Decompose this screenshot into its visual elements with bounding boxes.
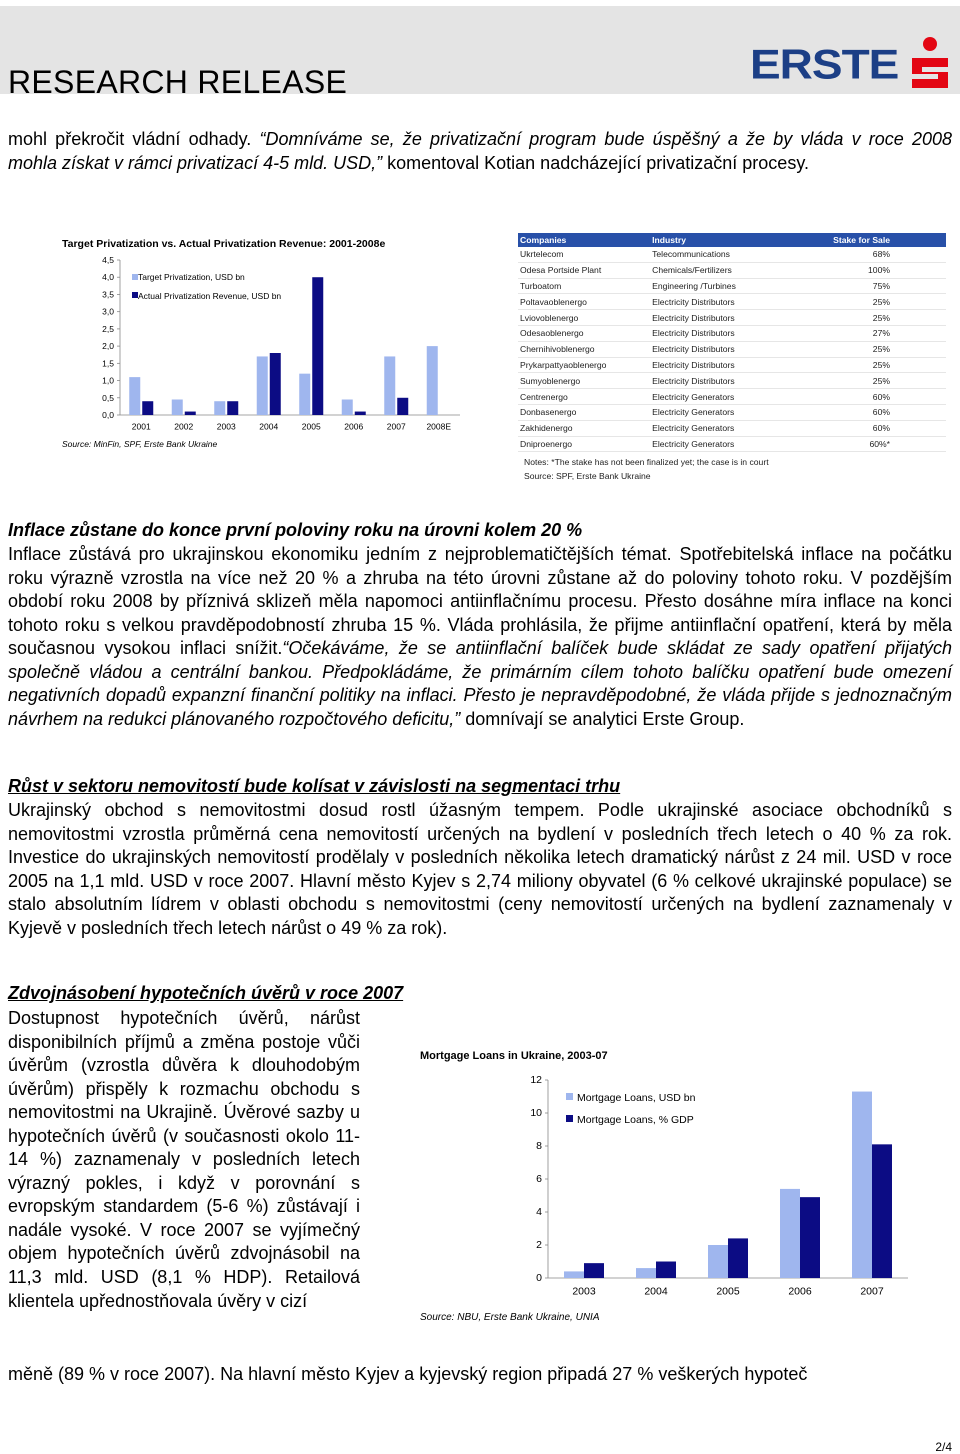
table-row [518, 310, 946, 326]
company-cell: Poltavaoblenergo [518, 294, 650, 310]
x-tick-label: 2002 [174, 421, 194, 432]
y-tick-label: 0,5 [102, 392, 114, 403]
erste-s-logo-icon [908, 36, 952, 90]
y-tick-label: 12 [530, 1074, 542, 1086]
bar-series1-2004 [636, 1268, 656, 1278]
section-heading-inflation: Inflace zůstane do konce první poloviny roku na úrovni kolem 20 % [8, 520, 583, 540]
table-row [518, 420, 946, 436]
x-tick-label: 2006 [788, 1285, 812, 1298]
company-cell: Odesaoblenergo [518, 325, 650, 341]
stake-cell: 60% [778, 404, 946, 420]
table-row [518, 341, 946, 357]
y-tick-label: 4,0 [102, 272, 114, 283]
privatization-table [518, 233, 946, 483]
company-cell: Turboatom [518, 278, 650, 294]
col-stake: Stake for Sale [778, 233, 946, 247]
legend-gdp: Mortgage Loans, % GDP [577, 1114, 694, 1126]
table-row [518, 325, 946, 341]
industry-cell: Electricity Distributors [650, 373, 778, 389]
company-cell: Odesa Portside Plant [518, 262, 650, 278]
mortgage-chart [416, 1042, 916, 1328]
stake-cell: 68% [778, 247, 946, 262]
col-companies: Companies [518, 233, 650, 247]
inflation-paragraph [8, 543, 952, 731]
header-bar [0, 6, 960, 100]
logo-text: ERSTE [750, 40, 899, 88]
section-heading-mortgage: Zdvojnásobení hypotečních úvěrů v roce 2007 [8, 983, 404, 1003]
y-tick-label: 6 [536, 1173, 542, 1185]
table-header-row [518, 233, 946, 247]
bar-series1-2003 [214, 401, 225, 415]
table-row [518, 436, 946, 452]
legend-swatch-usd [566, 1093, 573, 1100]
page-number: 2/4 [935, 1440, 952, 1454]
bar-series1-2002 [172, 400, 183, 416]
bar-series1-2007 [384, 356, 395, 415]
y-tick-label: 3,5 [102, 289, 114, 300]
industry-cell: Electricity Generators [650, 436, 778, 452]
company-cell: Sumyoblenergo [518, 373, 650, 389]
page-title: RESEARCH RELEASE [8, 64, 348, 100]
y-tick-label: 3,0 [102, 306, 114, 317]
intro-paragraph [8, 128, 952, 175]
industry-cell: Electricity Generators [650, 420, 778, 436]
table-row [518, 294, 946, 310]
stake-cell: 75% [778, 278, 946, 294]
company-cell: Chernihivoblenergo [518, 341, 650, 357]
bar-series2-2006 [355, 412, 366, 415]
industry-cell: Electricity Distributors [650, 325, 778, 341]
y-tick-label: 2 [536, 1239, 542, 1251]
bar-series1-2001 [129, 377, 140, 415]
y-tick-label: 0 [536, 1272, 542, 1284]
legend-usd: Mortgage Loans, USD bn [577, 1092, 696, 1104]
bar-series2-2003 [227, 401, 238, 415]
stake-cell: 27% [778, 325, 946, 341]
privatization-chart [58, 233, 468, 463]
industry-cell: Telecommunications [650, 247, 778, 262]
legend-target: Target Privatization, USD bn [138, 272, 245, 282]
table-row [518, 357, 946, 373]
industry-cell: Electricity Distributors [650, 294, 778, 310]
inflation-quote: “Očekáváme, že se antiinflační balíček bude skládat ze sady opatření přijatých společně vládou a centrální bankou. Předpokládáme, že primárním cílem tohoto balíčku opatření bude omezení negativních dopadů expanzní finanční politiky na inflaci. Přesto je nepravděpodobné, že vláda přijde s jednoznačným návrhem na redukci plánovaného rozpočtového deficitu,” [8, 638, 952, 729]
legend-actual: Actual Privatization Revenue, USD bn [138, 291, 282, 301]
x-tick-label: 2007 [386, 421, 406, 432]
industry-cell: Electricity Generators [650, 389, 778, 405]
stake-cell: 25% [778, 357, 946, 373]
mortgage-paragraph: Dostupnost hypotečních úvěrů, nárůst disponibilních příjmů a změna postoje vůči úvěrům (vzrostla důvěra k dlouhodobým úvěrům) přispěly k rozmachu obchodu s nemovitostmi na Ukrajině. Úvěrové sazby u hypotečních úvěrů (v současnosti okolo 11-14 %) zaznamenaly v posledních letech výrazný pokles, i když v porovnání s evropským standardem (5-6 %) zůstávají i nadále vysoké. V roce 2007 se vyjímečný objem hypotečních úvěrů zdvojnásobil na 11,3 mld. USD (8,1 % HDP). Retailová klientela upřednostňovala úvěry v cizí [8, 1008, 360, 1311]
industry-cell: Electricity Distributors [650, 357, 778, 373]
stake-cell: 25% [778, 341, 946, 357]
bar-series1-2008E [427, 346, 438, 415]
legend-swatch-gdp [566, 1115, 573, 1122]
bar-series2-2003 [584, 1263, 604, 1278]
stake-cell: 60% [778, 389, 946, 405]
bar-series1-2006 [342, 400, 353, 416]
table-row [518, 247, 946, 262]
bar-series2-2002 [185, 412, 196, 415]
x-tick-label: 2004 [644, 1285, 668, 1298]
company-cell: Lviovoblenergo [518, 310, 650, 326]
industry-cell: Electricity Generators [650, 404, 778, 420]
bar-series1-2004 [257, 356, 268, 415]
y-tick-label: 2,0 [102, 341, 114, 352]
y-tick-label: 4,5 [102, 255, 114, 265]
x-tick-label: 2008E [426, 421, 452, 432]
x-tick-label: 2005 [301, 421, 321, 432]
bar-series1-2005 [708, 1245, 728, 1278]
company-cell: Centrenergo [518, 389, 650, 405]
bar-series1-2006 [780, 1189, 800, 1278]
company-cell: Prykarpattyaoblenergo [518, 357, 650, 373]
table-note: Notes: *The stake has not been finalized yet; the case is in court [524, 457, 769, 468]
intro-text: mohl překročit vládní odhady. [8, 129, 260, 149]
intro-quote: “Domníváme se, že privatizační program bude úspěšný a že by vláda v roce 2008 mohla získat v rámci privatizací 4-5 mld. USD,” [8, 129, 952, 173]
y-tick-label: 10 [530, 1107, 542, 1119]
table-row [518, 404, 946, 420]
stake-cell: 25% [778, 373, 946, 389]
chart2-title: Mortgage Loans in Ukraine, 2003-07 [420, 1050, 608, 1062]
bar-series2-2005 [728, 1238, 748, 1278]
x-tick-label: 2006 [344, 421, 364, 432]
stake-cell: 60%* [778, 436, 946, 452]
industry-cell: Electricity Distributors [650, 310, 778, 326]
stake-cell: 25% [778, 310, 946, 326]
table-source: Source: SPF, Erste Bank Ukraine [524, 471, 651, 482]
y-tick-label: 8 [536, 1140, 542, 1152]
company-cell: Dniproenergo [518, 436, 650, 452]
company-cell: Ukrtelecom [518, 247, 650, 262]
col-industry: Industry [650, 233, 778, 247]
erste-logo [750, 32, 954, 96]
bar-series2-2004 [656, 1262, 676, 1279]
x-tick-label: 2003 [572, 1285, 596, 1298]
bar-series2-2007 [872, 1144, 892, 1278]
x-tick-label: 2003 [216, 421, 236, 432]
table-row [518, 278, 946, 294]
intro-text-end: komentoval Kotian nadcházející privatizační procesy. [382, 152, 809, 173]
chart1-source: Source: MinFin, SPF, Erste Bank Ukraine [62, 439, 218, 449]
bar-series2-2001 [142, 401, 153, 415]
chart1-title: Target Privatization vs. Actual Privatization Revenue: 2001-2008e [62, 238, 386, 250]
bar-series1-2007 [852, 1092, 872, 1278]
company-cell: Donbasenergo [518, 404, 650, 420]
mortgage-paragraph-tail: měně (89 % v roce 2007). Na hlavní město Kyjev a kyjevský region připadá 27 % veškerých hypoteč [8, 1364, 808, 1384]
bar-series2-2007 [397, 398, 408, 415]
company-cell: Zakhidenergo [518, 420, 650, 436]
stake-cell: 100% [778, 262, 946, 278]
industry-cell: Chemicals/Fertilizers [650, 262, 778, 278]
chart2-source: Source: NBU, Erste Bank Ukraine, UNIA [420, 1312, 600, 1323]
y-tick-label: 1,5 [102, 358, 114, 369]
x-tick-label: 2001 [131, 421, 151, 432]
industry-cell: Engineering /Turbines [650, 278, 778, 294]
stake-cell: 25% [778, 294, 946, 310]
y-tick-label: 0,0 [102, 410, 114, 420]
y-tick-label: 4 [536, 1206, 542, 1218]
x-tick-label: 2005 [716, 1285, 740, 1298]
bar-series2-2006 [800, 1197, 820, 1278]
stake-cell: 60% [778, 420, 946, 436]
bar-series1-2003 [564, 1271, 584, 1278]
bar-series1-2005 [299, 374, 310, 415]
real-estate-paragraph: Ukrajinský obchod s nemovitostmi dosud rostl úžasným tempem. Podle ukrajinské asociace obchodníků s nemovitostmi vzrostla průměrná cena nemovitostí určených na bydlení v posledních třech letech o 40 % za rok. Investice do ukrajinských nemovitostí prodělaly v posledních několika letech dramatický nárůst z 24 mil. USD v roce 2005 na 1,1 mld. USD v roce 2007. Hlavní město Kyjev s 2,74 miliony obyvatel (6 % celkové ukrajinské populace) se stalo absolutním lídrem v oblasti obchodu s nemovitostmi (ceny nemovitostí určených na bydlení zaznamenaly v Kyjevě v posledních třech letech nárůst o 49 % za rok). [8, 800, 952, 938]
y-tick-label: 2,5 [102, 323, 114, 334]
table-row [518, 389, 946, 405]
bar-series2-2005 [312, 277, 323, 415]
x-tick-label: 2007 [860, 1285, 884, 1298]
x-tick-label: 2004 [259, 421, 279, 432]
inflation-text: Inflace zůstává pro ukrajinskou ekonomiku jedním z nejproblematičtějších témat. Spotřebitelská inflace na počátku roku výrazně vzrostla na více než 20 % a zhruba na této úrovni zůstane až do poloviny tohoto roku. V pozdějším období roku 2008 by příznivá sklizeň měla napomoci antiinflačnímu procesu. Přesto dosáhne míra inflace na konci tohoto roku s velkou pravděpodobností zhruba 15 %. Vláda prohlásila, že přijme antiinflační opatření, která by měla současnou vysokou inflaci snížit. [8, 544, 952, 658]
table-row [518, 262, 946, 278]
section-heading-real-estate: Růst v sektoru nemovitostí bude kolísat v závislosti na segmentaci trhu [8, 776, 621, 796]
table-row [518, 373, 946, 389]
inflation-text-end: domnívají se analytici Erste Group. [460, 708, 745, 729]
bar-series2-2004 [270, 353, 281, 415]
industry-cell: Electricity Distributors [650, 341, 778, 357]
y-tick-label: 1,0 [102, 375, 114, 386]
